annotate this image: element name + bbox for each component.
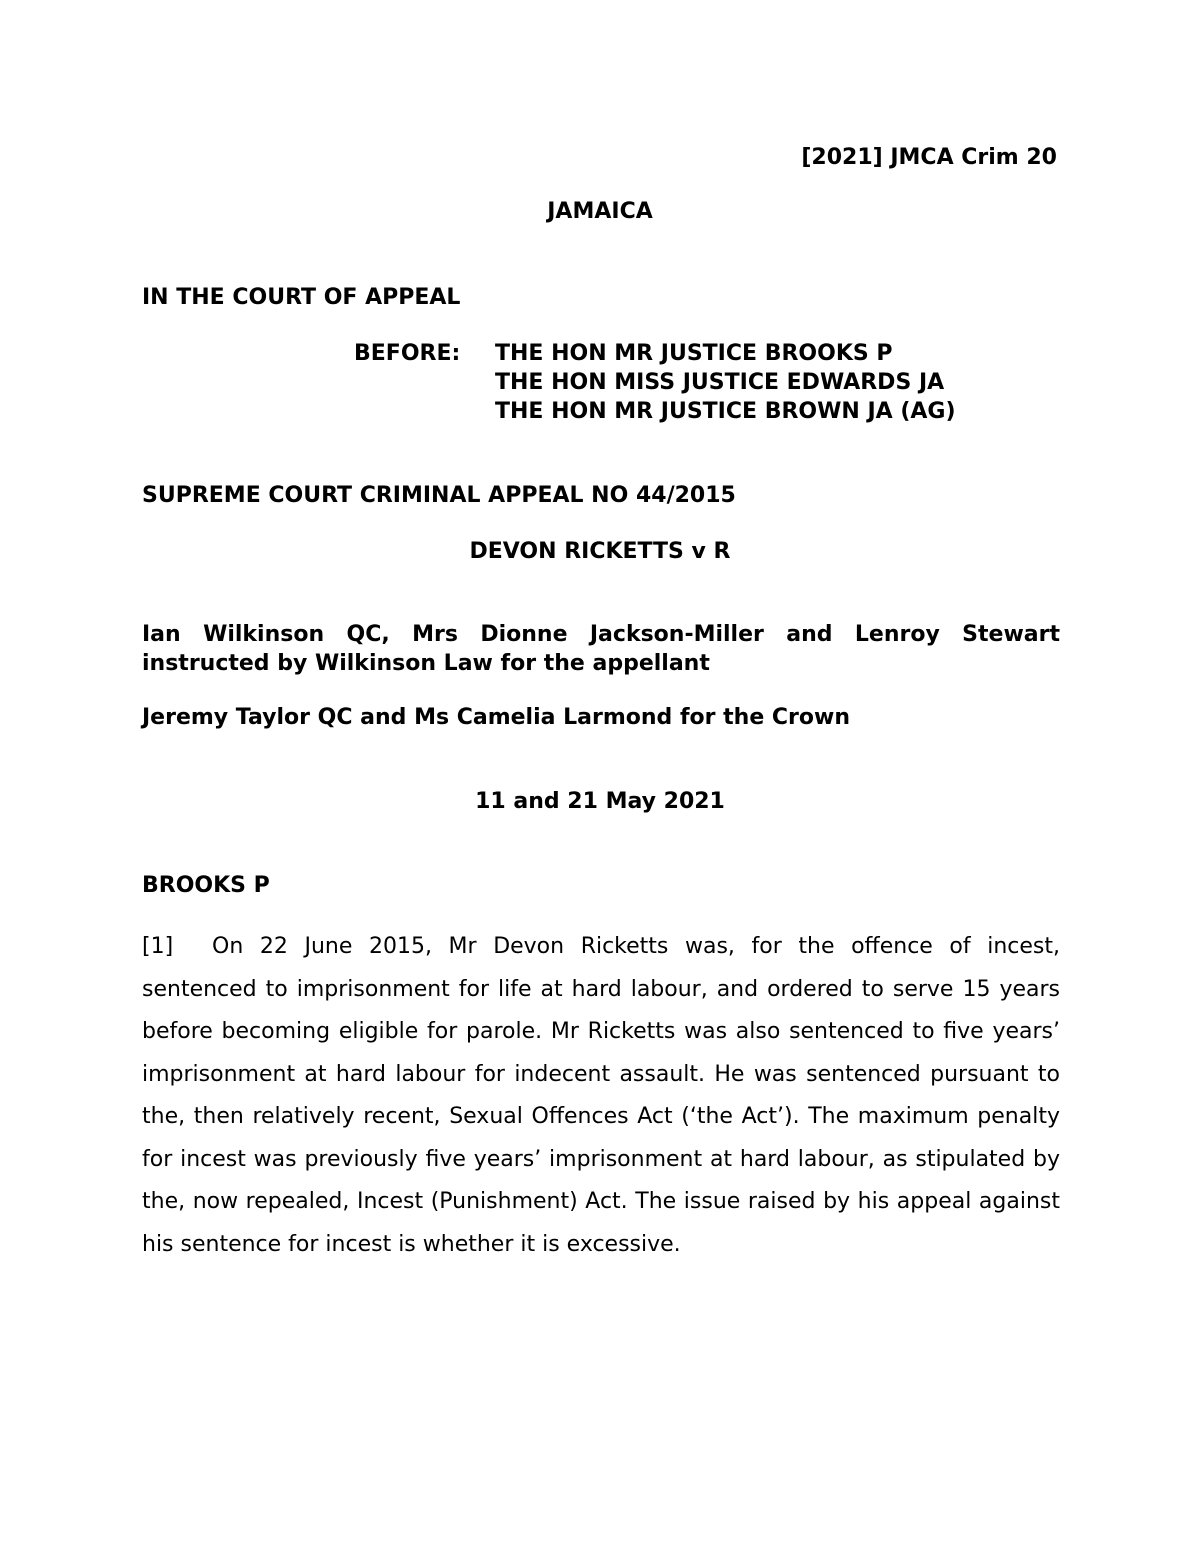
judge-name: THE HON MISS JUSTICE EDWARDS JA bbox=[495, 370, 945, 395]
counsel-for-appellant: Ian Wilkinson QC, Mrs Dionne Jackson-Miller and Lenroy Stewart instructed by Wilkinson Law for the appellant bbox=[142, 622, 1060, 676]
paragraph-text: On 22 June 2015, Mr Devon Ricketts was, for the offence of incest, sentenced to imprisonment for life at hard labour, and ordered to serve 15 years before becoming eligible for parole. Mr Ricketts was also sentenced to five years’ imprisonment at hard labour for indecent assault. He was sentenced pursuant to the, then relatively recent, Sexual Offences Act (‘the Act’). The maximum penalty for incest was previously five years’ imprisonment at hard labour, as stipulated by the, now repealed, Incest (Punishment) Act. The issue raised by his appeal against his sentence for incest is whether it is excessive. bbox=[142, 934, 1060, 1257]
judge-name: THE HON MR JUSTICE BROWN JA (AG) bbox=[495, 399, 956, 424]
bench-label: BEFORE: bbox=[354, 341, 461, 366]
counsel-for-crown: Jeremy Taylor QC and Ms Camelia Larmond for the Crown bbox=[142, 705, 851, 730]
case-title: DEVON RICKETTS v R bbox=[469, 539, 731, 564]
judge-name: THE HON MR JUSTICE BROOKS P bbox=[495, 341, 893, 366]
judgment-author: BROOKS P bbox=[142, 873, 270, 898]
court-heading: IN THE COURT OF APPEAL bbox=[142, 285, 461, 310]
country-heading: JAMAICA bbox=[547, 199, 653, 224]
hearing-dates: 11 and 21 May 2021 bbox=[475, 789, 725, 814]
paragraph-number: [1] bbox=[142, 934, 174, 959]
neutral-citation: [2021] JMCA Crim 20 bbox=[801, 145, 1057, 170]
appeal-number: SUPREME COURT CRIMINAL APPEAL NO 44/2015 bbox=[142, 483, 736, 508]
judgment-paragraph bbox=[142, 926, 1060, 1266]
